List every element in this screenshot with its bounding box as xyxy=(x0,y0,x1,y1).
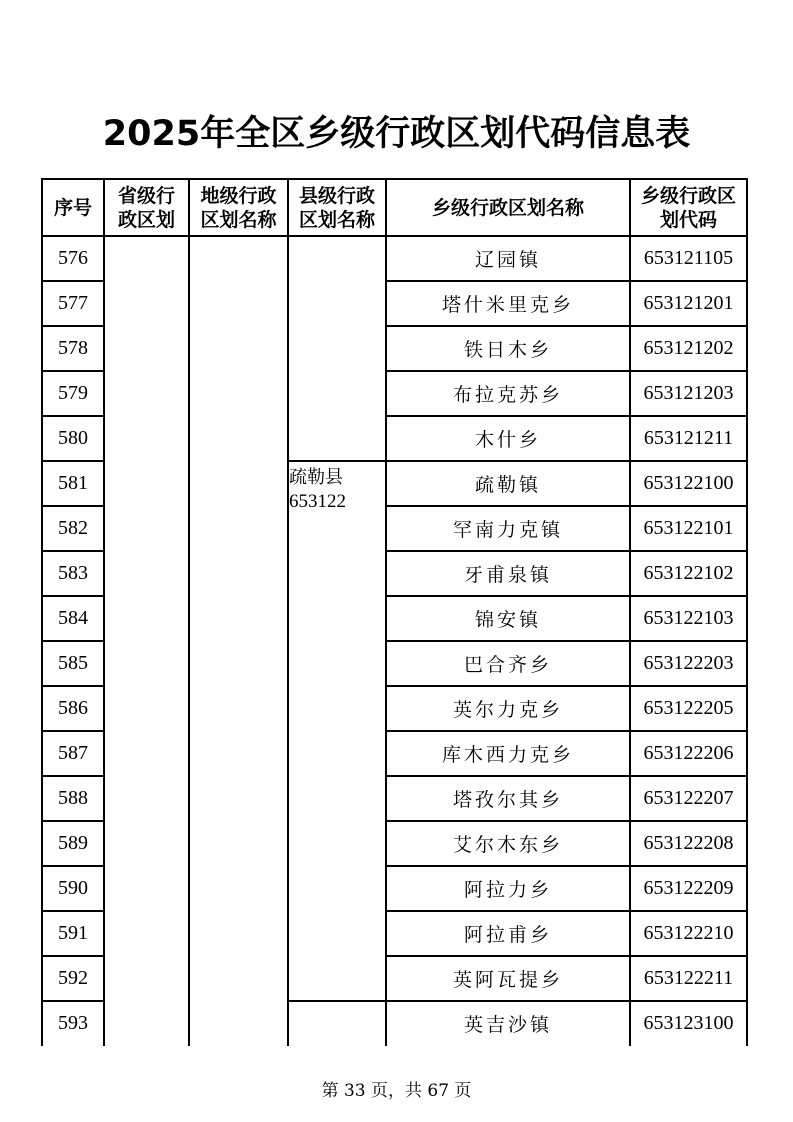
row-township-code: 653122210 xyxy=(643,922,734,944)
column-divider xyxy=(188,178,190,1046)
row-township-code: 653121105 xyxy=(643,247,734,269)
row-divider xyxy=(385,595,748,597)
row-divider xyxy=(41,415,103,417)
row-township-name: 牙甫泉镇 xyxy=(463,564,552,586)
row-seq: 581 xyxy=(58,472,88,494)
row-township-name: 塔孜尔其乡 xyxy=(452,789,563,811)
row-seq: 591 xyxy=(58,922,88,944)
row-township-name: 巴合齐乡 xyxy=(463,654,552,676)
row-township-code: 653122205 xyxy=(643,697,734,719)
row-township-name: 库木西力克乡 xyxy=(441,744,574,766)
row-seq: 587 xyxy=(58,742,88,764)
county-name: 疏勒县 xyxy=(289,467,343,488)
row-divider xyxy=(41,685,103,687)
row-seq: 580 xyxy=(58,427,88,449)
row-divider xyxy=(41,820,103,822)
row-seq: 583 xyxy=(58,562,88,584)
row-township-code: 653122103 xyxy=(643,607,734,629)
row-township-code: 653121203 xyxy=(643,382,734,404)
row-seq: 589 xyxy=(58,832,88,854)
row-township-code: 653122203 xyxy=(643,652,734,674)
row-township-name: 阿拉甫乡 xyxy=(463,924,552,946)
row-township-code: 653122102 xyxy=(643,562,734,584)
row-township-name: 木什乡 xyxy=(474,429,541,451)
row-seq: 590 xyxy=(58,877,88,899)
row-divider xyxy=(385,415,748,417)
header-prefecture: 地级行政区划名称 xyxy=(200,184,277,231)
row-township-code: 653122208 xyxy=(643,832,734,854)
row-divider xyxy=(41,460,103,462)
row-divider xyxy=(385,550,748,552)
row-township-code: 653121202 xyxy=(643,337,734,359)
row-divider xyxy=(385,820,748,822)
row-divider xyxy=(385,280,748,282)
row-divider xyxy=(41,640,103,642)
header-province: 省级行政区划 xyxy=(117,184,175,231)
row-divider xyxy=(41,370,103,372)
row-divider xyxy=(41,775,103,777)
row-divider xyxy=(385,955,748,957)
column-divider xyxy=(41,178,43,1046)
row-seq: 579 xyxy=(58,382,88,404)
page-footer: 第 33 页，共 67 页 xyxy=(321,1081,472,1101)
header-code: 乡级行政区划代码 xyxy=(640,184,736,231)
row-divider xyxy=(385,1000,748,1002)
row-township-name: 疏勒镇 xyxy=(474,474,541,496)
row-township-name: 锦安镇 xyxy=(474,609,541,631)
row-divider xyxy=(41,1000,103,1002)
row-divider xyxy=(385,865,748,867)
row-divider xyxy=(385,460,748,462)
row-divider xyxy=(385,370,748,372)
county-group-divider xyxy=(287,1000,387,1002)
county-group-divider xyxy=(287,460,387,462)
county-cell-shule xyxy=(289,462,385,992)
row-township-name: 塔什米里克乡 xyxy=(441,294,574,316)
column-divider xyxy=(103,178,105,1046)
row-township-name: 阿拉力乡 xyxy=(463,879,552,901)
row-divider xyxy=(385,505,748,507)
page-title: 2025年全区乡级行政区划代码信息表 xyxy=(102,114,691,154)
row-township-name: 铁日木乡 xyxy=(463,339,552,361)
row-seq: 588 xyxy=(58,787,88,809)
row-divider xyxy=(385,685,748,687)
table-top-border xyxy=(41,178,748,180)
column-divider xyxy=(385,178,387,1046)
row-township-code: 653121201 xyxy=(643,292,734,314)
row-divider xyxy=(41,955,103,957)
row-township-code: 653123100 xyxy=(643,1012,734,1034)
row-divider xyxy=(385,325,748,327)
row-divider xyxy=(385,775,748,777)
column-divider xyxy=(629,178,631,1046)
header-bottom-border xyxy=(41,235,748,237)
header-township: 乡级行政区划名称 xyxy=(431,196,584,219)
row-township-code: 653122101 xyxy=(643,517,734,539)
header-county: 县级行政区划名称 xyxy=(298,184,375,231)
row-divider xyxy=(41,595,103,597)
row-seq: 584 xyxy=(58,607,88,629)
header-seq: 序号 xyxy=(53,196,92,219)
row-divider xyxy=(385,640,748,642)
row-divider xyxy=(41,280,103,282)
row-divider xyxy=(385,730,748,732)
column-divider xyxy=(287,178,289,1046)
row-seq: 592 xyxy=(58,967,88,989)
row-township-name: 英阿瓦提乡 xyxy=(452,969,563,991)
division-code-table xyxy=(41,178,748,1046)
row-township-code: 653122209 xyxy=(643,877,734,899)
row-divider xyxy=(41,910,103,912)
row-seq: 576 xyxy=(58,247,88,269)
column-divider xyxy=(746,178,748,1046)
county-code: 653122 xyxy=(289,491,346,512)
row-township-code: 653122100 xyxy=(643,472,734,494)
row-seq: 593 xyxy=(58,1012,88,1034)
row-seq: 577 xyxy=(58,292,88,314)
row-township-name: 罕南力克镇 xyxy=(452,519,563,541)
row-seq: 582 xyxy=(58,517,88,539)
row-seq: 586 xyxy=(58,697,88,719)
row-divider xyxy=(41,505,103,507)
row-divider xyxy=(41,865,103,867)
row-divider xyxy=(41,325,103,327)
row-seq: 578 xyxy=(58,337,88,359)
row-township-code: 653122211 xyxy=(643,967,734,989)
row-township-name: 布拉克苏乡 xyxy=(452,384,563,406)
row-township-name: 艾尔木东乡 xyxy=(452,834,563,856)
row-divider xyxy=(41,550,103,552)
row-township-name: 辽园镇 xyxy=(474,249,541,271)
row-seq: 585 xyxy=(58,652,88,674)
row-township-name: 英吉沙镇 xyxy=(463,1014,552,1036)
row-divider xyxy=(385,910,748,912)
row-township-code: 653122207 xyxy=(643,787,734,809)
row-township-name: 英尔力克乡 xyxy=(452,699,563,721)
row-township-code: 653121211 xyxy=(643,427,734,449)
row-township-code: 653122206 xyxy=(643,742,734,764)
row-divider xyxy=(41,730,103,732)
